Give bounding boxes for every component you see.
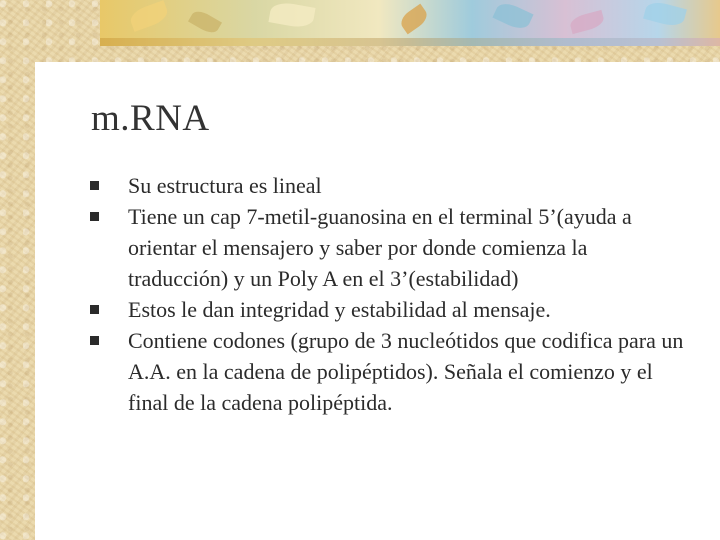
bullet-text: Su estructura es lineal: [128, 173, 322, 198]
banner-strip: [100, 38, 720, 46]
bullet-item: [90, 170, 690, 201]
leaf-shape: [268, 0, 315, 29]
leaf-shape: [188, 8, 222, 37]
square-bullet-icon: [90, 212, 99, 221]
bullet-text: Contiene codones (grupo de 3 nucleótidos que codifica para un A.A. en la cadena de polipéptidos). Señala el comienzo y el final de la cadena polipéptida.: [128, 328, 684, 415]
decorative-banner: [100, 0, 720, 46]
square-bullet-icon: [90, 305, 99, 314]
leaf-shape: [128, 0, 171, 32]
slide-title: m.RNA: [91, 98, 210, 139]
bullet-text: Estos le dan integridad y estabilidad al mensaje.: [128, 297, 551, 322]
square-bullet-icon: [90, 181, 99, 190]
square-bullet-icon: [90, 336, 99, 345]
leaf-shape: [397, 4, 430, 35]
bullet-item: [90, 294, 690, 325]
bullet-item: [90, 201, 690, 294]
bullet-text: Tiene un cap 7-metil-guanosina en el terminal 5’(ayuda a orientar el mensajero y saber por donde comienza la traducción) y un Poly A en el 3’(estabilidad): [128, 204, 632, 291]
bullet-item: [90, 325, 690, 418]
bullet-list: [90, 170, 690, 418]
leaf-shape: [643, 0, 687, 29]
leaf-shape: [569, 10, 606, 34]
leaf-shape: [492, 0, 533, 33]
